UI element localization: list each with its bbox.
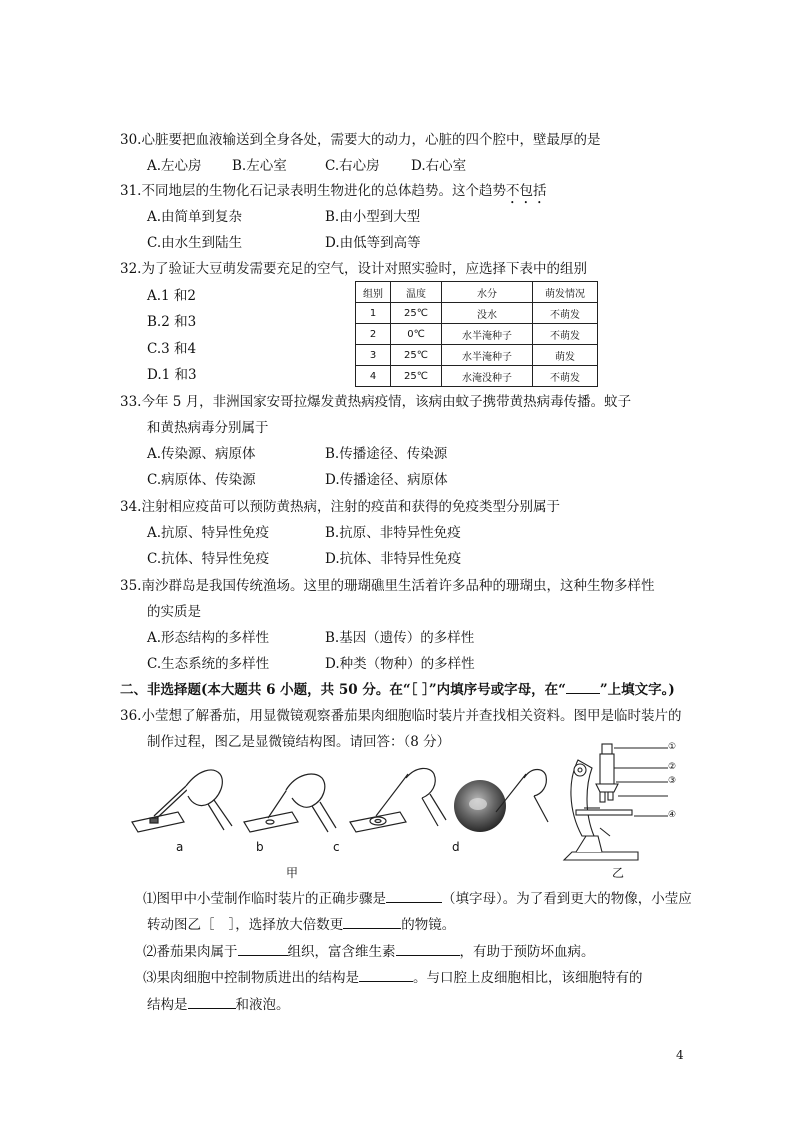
table-row: [356, 324, 598, 345]
table-header: 组别: [356, 282, 391, 303]
step-b-drawing: [244, 774, 336, 832]
fig-caption-jia: 甲: [286, 866, 299, 880]
answer-blank[interactable]: [188, 996, 236, 1009]
q30-stem: 30.心脏要把血液输送到全身各处，需要大的动力，心脏的四个腔中，壁最厚的是: [120, 132, 601, 148]
answer-blank[interactable]: [359, 969, 413, 982]
table-cell: 0℃: [391, 324, 442, 345]
q31-stem: 31.不同地层的生物化石记录表明生物进化的总体趋势。这个趋势不包括: [120, 183, 547, 199]
table-cell: 水半淹种子: [442, 345, 533, 366]
step-c-drawing: [350, 768, 446, 832]
fig-label-c: c: [333, 840, 340, 854]
q36-part3-line1: ⑶果肉细胞中控制物质进出的结构是 。与口腔上皮细胞相比，该细胞特有的: [143, 970, 643, 986]
fig-label-a: a: [176, 840, 184, 854]
table-cell: 不萌发: [533, 366, 598, 387]
q30-option-a: A.左心房: [147, 158, 202, 174]
q36-part1-line1: ⑴图甲中小莹制作临时装片的正确步骤是 （填字母）。为了看到更大的物像，小莹应: [143, 891, 692, 907]
q36-part2: ⑵番茄果肉属于 组织，富含维生素 ，有助于预防坏血病。: [143, 944, 595, 960]
q36-part3-line2: 结构是 和液泡。: [147, 997, 290, 1013]
table-cell: 25℃: [391, 345, 442, 366]
answer-blank[interactable]: [396, 943, 460, 956]
q35-option-c: C.生态系统的多样性: [147, 656, 270, 672]
q34-option-b: B.抗原、非特异性免疫: [325, 525, 461, 541]
section2-title: 二、非选择题(本大题共 6 小题，共 50 分。在“［ ］”内填序号或字母，在“ ”上填文字。): [120, 682, 675, 698]
table-cell: 水淹没种子: [442, 366, 533, 387]
q36-part1-line2: 转动图乙［ ］，选择放大倍数更 的物镜。: [147, 917, 456, 933]
q35-option-d: D.种类（物种）的多样性: [325, 656, 475, 672]
figure-step-d: [452, 760, 552, 840]
step-a-drawing: [132, 770, 232, 832]
q33-option-d: D.传播途径、病原体: [325, 472, 448, 488]
q32-option-a: A.1 和2: [147, 288, 197, 304]
micro-label-2: ②: [668, 762, 677, 772]
table-row: [356, 345, 598, 366]
q30-option-b: B.左心室: [232, 158, 287, 174]
answer-blank[interactable]: [386, 890, 442, 903]
q36-stem-line2: 制作过程，图乙是显微镜结构图。请回答：（8 分）: [147, 734, 451, 750]
q33-stem-line2: 和黄热病毒分别属于: [147, 420, 269, 436]
q31-option-b: B.由小型到大型: [325, 209, 421, 225]
micro-label-3: ③: [668, 776, 677, 786]
q30-option-c: C.右心房: [325, 158, 380, 174]
q33-option-b: B.传播途径、传染源: [325, 446, 448, 462]
q36-stem-line1: 36.小莹想了解番茄，用显微镜观察番茄果肉细胞临时装片并查找相关资料。图甲是临时装片的: [120, 708, 682, 724]
q35-option-a: A.形态结构的多样性: [147, 630, 270, 646]
table-cell: 25℃: [391, 366, 442, 387]
q34-option-c: C.抗体、特异性免疫: [147, 551, 270, 567]
q33-option-a: A.传染源、病原体: [147, 446, 256, 462]
table-header: 温度: [391, 282, 442, 303]
table-cell: 3: [356, 345, 391, 366]
table-cell: 2: [356, 324, 391, 345]
table-cell: 不萌发: [533, 324, 598, 345]
page-number: 4: [676, 1048, 684, 1062]
table-cell: 萌发: [533, 345, 598, 366]
q35-option-b: B.基因（遗传）的多样性: [325, 630, 475, 646]
q34-option-d: D.抗体、非特异性免疫: [325, 551, 462, 567]
q31-emphasis: 不包括: [505, 183, 547, 199]
blank: [566, 681, 600, 694]
q30-option-d: D.右心室: [411, 158, 467, 174]
table-cell: 没水: [442, 303, 533, 324]
table-cell: 1: [356, 303, 391, 324]
table-cell: 不萌发: [533, 303, 598, 324]
fig-label-b: b: [256, 840, 264, 854]
q31-option-d: D.由低等到高等: [325, 235, 421, 251]
q32-option-d: D.1 和3: [147, 367, 197, 383]
q33-stem-line1: 33.今年 5 月，非洲国家安哥拉爆发黄热病疫情，该病由蚊子携带黄热病毒传播。蚊子: [120, 394, 632, 410]
micro-label-4: ④: [668, 810, 677, 820]
q34-option-a: A.抗原、特异性免疫: [147, 525, 270, 541]
q31-option-c: C.由水生到陆生: [147, 235, 243, 251]
table-row: [356, 303, 598, 324]
table-cell: 4: [356, 366, 391, 387]
q31-option-a: A.由简单到复杂: [147, 209, 243, 225]
table-row: [356, 366, 598, 387]
micro-label-1: ①: [668, 742, 677, 752]
table-cell: 水半淹种子: [442, 324, 533, 345]
q32-option-c: C.3 和4: [147, 341, 197, 357]
fig-caption-yi: 乙: [612, 866, 625, 880]
q33-option-c: C.病原体、传染源: [147, 472, 256, 488]
q32-table: [355, 281, 598, 387]
q32-option-b: B.2 和3: [147, 314, 197, 330]
q32-stem: 32.为了验证大豆萌发需要充足的空气，设计对照实验时，应选择下表中的组别: [120, 261, 587, 277]
answer-blank[interactable]: [238, 943, 288, 956]
fig-label-d: d: [452, 840, 460, 854]
q34-stem: 34.注射相应疫苗可以预防黄热病，注射的疫苗和获得的免疫类型分别属于: [120, 499, 560, 515]
q35-stem-line2: 的实质是: [147, 604, 201, 620]
table-header-row: [356, 282, 598, 303]
answer-blank[interactable]: [343, 916, 401, 929]
figure-microscope: [558, 740, 688, 870]
table-header: 水分: [442, 282, 533, 303]
table-header: 萌发情况: [533, 282, 598, 303]
table-cell: 25℃: [391, 303, 442, 324]
q35-stem-line1: 35.南沙群岛是我国传统渔场。这里的珊瑚礁里生活着许多品种的珊瑚虫，这种生物多样性: [120, 578, 655, 594]
